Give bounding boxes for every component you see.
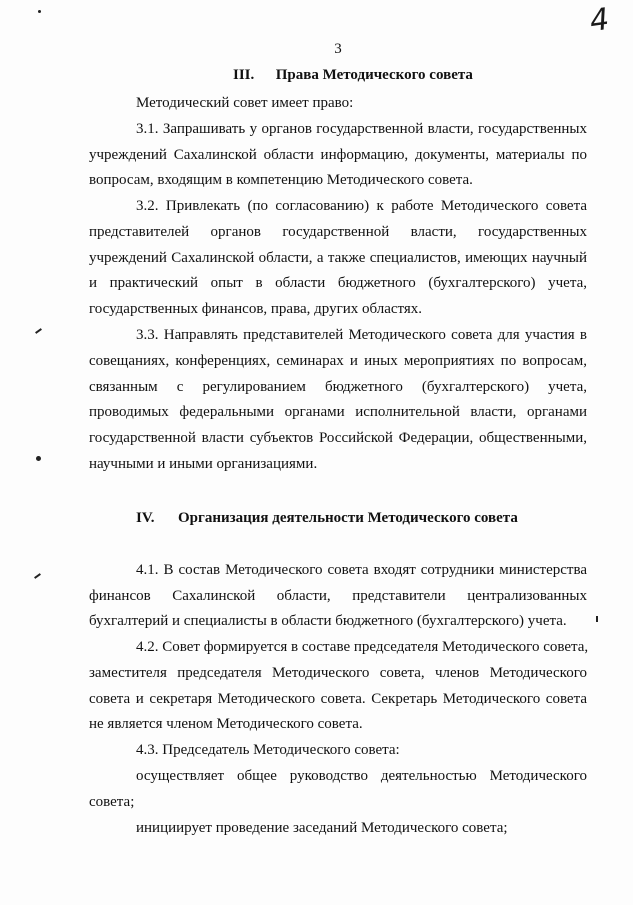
scan-speck <box>38 10 41 13</box>
paragraph-line: 4.1. В состав Методического совета входят сотрудники министерства <box>136 562 587 578</box>
paragraph-line: совета и секретаря Методического совета. Секретарь Методического совета <box>89 691 587 707</box>
paragraph-line: финансов Сахалинской области, представители централизованных <box>89 588 587 604</box>
paragraph-line: 4.2. Совет формируется в составе председателя Методического совета, <box>136 639 589 655</box>
section-4-title: Организация деятельности Методического совета <box>178 510 518 526</box>
section-3-intro: Методический совет имеет право: <box>136 95 354 111</box>
paragraph-line: учреждений Сахалинской области информацию, документы, материалы по <box>89 147 587 163</box>
section-4-number: IV. <box>136 510 155 526</box>
section-4-heading <box>136 509 518 527</box>
scan-speck <box>35 328 42 334</box>
paragraph-line: представителей органов государственной власти, государственных <box>89 224 587 240</box>
section-3-heading <box>233 66 473 84</box>
paragraph-line: научными и иными организациями. <box>89 456 318 472</box>
paragraph-line: инициирует проведение заседаний Методического совета; <box>136 820 508 836</box>
page-number: 3 <box>334 41 342 57</box>
paragraph-line: вопросам, входящим в компетенцию Методического совета. <box>89 172 473 188</box>
paragraph-line: заместителя председателя Методического совета, членов Методического <box>89 665 587 681</box>
paragraph-line: совещаниях, конференциях, семинарах и иных мероприятиях по вопросам, <box>89 353 587 369</box>
paragraph-line: не является членом Методического совета. <box>89 716 363 732</box>
paragraph-line: проводимых федеральными органами исполнительной власти, органами <box>89 404 587 420</box>
paragraph-line: осуществляет общее руководство деятельностью Методического <box>136 768 587 784</box>
section-3-number: III. <box>233 67 255 83</box>
paragraph-line: 4.3. Председатель Методического совета: <box>136 742 400 758</box>
paragraph-line: 3.1. Запрашивать у органов государственной власти, государственных <box>136 121 587 137</box>
paragraph-line: 3.3. Направлять представителей Методического совета для участия в <box>136 327 587 343</box>
paragraph-line: 3.2. Привлекать (по согласованию) к работе Методического совета <box>136 198 587 214</box>
paragraph-line: совета; <box>89 794 135 810</box>
paragraph-line: учреждений Сахалинской области, а также специалистов, имеющих научный <box>89 250 587 266</box>
paragraph-line: государственных финансов, права, других областях. <box>89 301 423 317</box>
scan-speck <box>36 456 41 461</box>
handwritten-page-mark: 4 <box>587 1 612 40</box>
section-3-title: Права Методического совета <box>275 67 473 83</box>
paragraph-line: и практический опыт в области бюджетного (бухгалтерского) учета, <box>89 275 587 291</box>
paragraph-line: государственной власти субъектов Российской Федерации, общественными, <box>89 430 587 446</box>
scan-speck <box>34 573 41 579</box>
paragraph-line: бухгалтерий и специалисты в области бюджетного (бухгалтерского) учета. <box>89 613 567 629</box>
paragraph-line: связанным с регулированием бюджетного (бухгалтерского) учета, <box>89 379 587 395</box>
scan-speck <box>596 616 598 622</box>
